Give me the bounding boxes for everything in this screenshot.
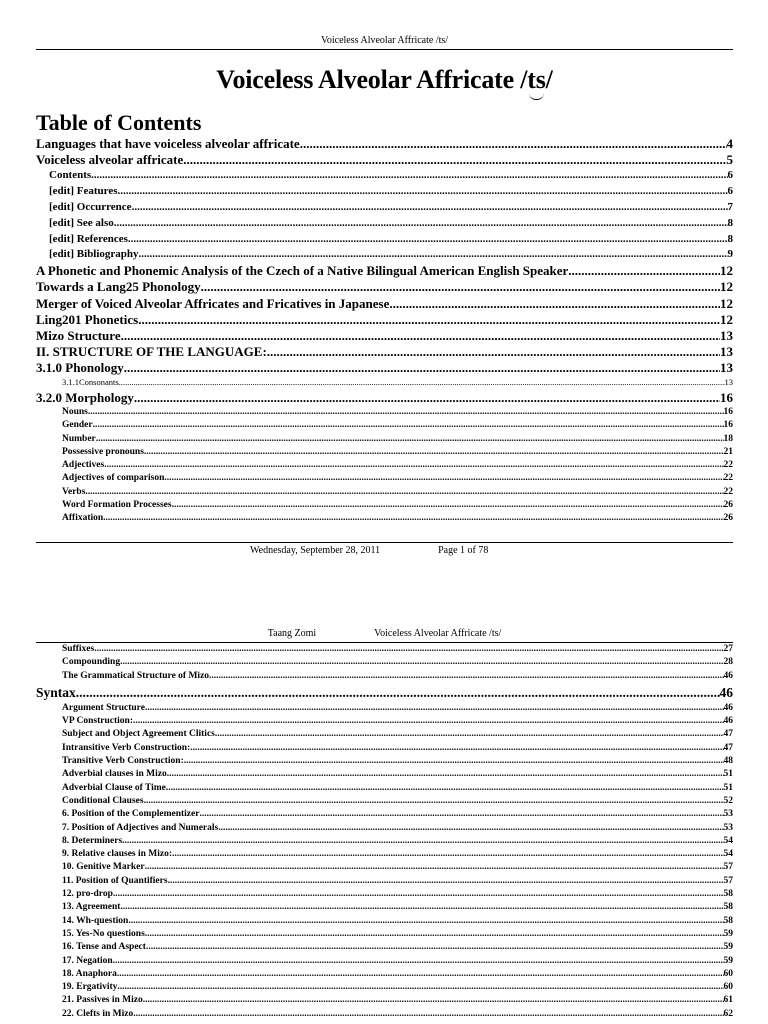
title-suffix: / — [545, 65, 553, 94]
toc-entry-title: Verbs — [62, 486, 86, 497]
toc-entry-page: 13 — [720, 360, 733, 376]
toc-heading: Table of Contents — [36, 110, 202, 135]
toc-entry[interactable] — [36, 279, 733, 295]
toc-entry-title: 12. pro-drop — [62, 889, 113, 900]
toc-entry[interactable] — [36, 643, 733, 656]
toc-entry-title: Possessive pronouns — [62, 446, 144, 457]
title-tie-bar-letters: ts — [527, 65, 546, 94]
toc-entry[interactable] — [36, 459, 733, 472]
toc-leader — [120, 656, 723, 669]
toc-leader — [114, 216, 728, 231]
toc-entry[interactable] — [36, 419, 733, 432]
toc-entry-title: [edit] Bibliography — [49, 248, 139, 261]
running-header-page-2 — [36, 628, 733, 643]
toc-entry[interactable] — [36, 168, 733, 184]
toc-entry-title: Suffixes — [62, 644, 95, 654]
toc-leader — [94, 643, 723, 656]
toc-entry[interactable] — [36, 670, 733, 683]
toc-leader — [121, 328, 720, 344]
toc-entry[interactable] — [36, 360, 733, 376]
toc-leader — [134, 390, 720, 406]
toc-entry[interactable] — [36, 486, 733, 499]
toc-entry[interactable] — [36, 835, 733, 848]
toc-entry-page: 28 — [723, 657, 733, 668]
toc-leader — [120, 901, 723, 914]
toc-entry-page: 22 — [723, 473, 733, 484]
toc-entry[interactable] — [36, 875, 733, 888]
toc-entry-title: Gender — [62, 420, 93, 431]
toc-entry-title: Mizo Structure — [36, 327, 121, 343]
toc-entry[interactable] — [36, 981, 733, 994]
toc-entry-page: 59 — [723, 942, 733, 953]
toc-leader — [145, 861, 724, 874]
toc-entry[interactable] — [36, 994, 733, 1007]
toc-entry-title: 13. Agreement — [62, 902, 121, 913]
toc-entry-title: Intransitive Verb Construction: — [62, 742, 191, 753]
toc-entry-page: 12 — [720, 311, 733, 327]
toc-entry[interactable] — [36, 822, 733, 835]
toc-leader — [167, 768, 724, 781]
toc-entry-page: 16 — [723, 406, 733, 417]
toc-entry-title: Towards a Lang25 Phonology — [36, 279, 201, 295]
toc-entry-page: 58 — [723, 915, 733, 926]
toc-entry[interactable] — [36, 808, 733, 821]
toc-entry-page: 48 — [723, 756, 733, 767]
toc-entry[interactable] — [36, 232, 733, 248]
toc-entry-title: Voiceless alveolar affricate — [36, 152, 184, 168]
toc-leader — [88, 406, 724, 419]
toc-entry-title: II. STRUCTURE OF THE LANGUAGE: — [36, 344, 267, 360]
toc-leader — [172, 848, 723, 861]
toc-entry[interactable] — [36, 152, 733, 168]
toc-entry-title: 6. Position of the Complementizer — [62, 809, 200, 820]
toc-entry-page: 57 — [723, 862, 733, 873]
toc-leader — [76, 683, 720, 702]
page-footer — [250, 545, 488, 557]
toc-leader — [93, 419, 724, 432]
toc-entry[interactable] — [36, 499, 733, 512]
toc-entry-page: 12 — [720, 279, 733, 295]
toc-entry[interactable] — [36, 328, 733, 344]
toc-entry-title: Argument Structure — [62, 702, 145, 713]
footer-date: Wednesday, September 28, 2011 — [250, 545, 381, 556]
toc-leader — [143, 994, 724, 1007]
toc-leader — [144, 795, 724, 808]
toc-entry-title: Subject and Object Agreement Clitics — [62, 729, 215, 740]
toc-leader — [145, 928, 724, 941]
toc-entry[interactable] — [36, 795, 733, 808]
footer-page-number: Page 1 of 78 — [438, 545, 489, 556]
toc-entry-page: 62 — [723, 1008, 733, 1019]
toc-entry-title: 10. Genitive Marker — [62, 862, 145, 873]
toc-entry[interactable] — [36, 184, 733, 200]
toc-entry[interactable] — [36, 312, 733, 328]
toc-entry-page: 12 — [720, 263, 733, 279]
toc-leader — [128, 915, 723, 928]
toc-entry-page: 47 — [723, 729, 733, 740]
toc-entry[interactable] — [36, 263, 733, 279]
toc-entry-page: 59 — [723, 955, 733, 966]
toc-entry-page: 52 — [723, 795, 733, 806]
toc-entry-title: 14. Wh-question — [62, 915, 129, 926]
toc-leader — [172, 499, 724, 512]
running-header-author: Taang Zomi — [267, 628, 317, 639]
toc-entry-title: Adjectives of comparison — [62, 473, 165, 484]
toc-leader — [113, 888, 724, 901]
toc-entry[interactable] — [36, 247, 733, 263]
toc-entry-page: 13 — [720, 327, 733, 343]
table-of-contents-continued — [36, 643, 733, 1021]
toc-entry-title: Word Formation Processes — [62, 500, 172, 511]
toc-entry-page: 46 — [723, 702, 733, 713]
toc-entry[interactable] — [36, 1008, 733, 1021]
toc-entry-title: 19. Ergativity — [62, 982, 118, 993]
toc-entry[interactable] — [36, 888, 733, 901]
toc-entry-title: 3.2.0 Morphology — [36, 389, 134, 405]
toc-entry-page: 16 — [723, 420, 733, 431]
toc-leader — [267, 344, 720, 360]
toc-entry-title: Adjectives — [62, 460, 105, 471]
toc-entry-title: Number — [62, 433, 96, 444]
toc-entry-title: 11. Position of Quantifiers — [62, 875, 168, 886]
toc-leader — [568, 263, 720, 279]
toc-leader — [124, 360, 720, 376]
toc-entry-title: Contents — [49, 169, 92, 182]
toc-entry-page: 16 — [720, 389, 733, 405]
toc-entry-page: 13 — [720, 344, 733, 360]
toc-entry[interactable] — [36, 136, 733, 152]
toc-entry-page: 60 — [723, 968, 733, 979]
toc-entry-page: 8 — [727, 216, 733, 229]
toc-entry-title: [edit] References — [49, 232, 128, 245]
toc-leader — [117, 981, 723, 994]
toc-entry-page: 26 — [723, 513, 733, 524]
toc-entry[interactable] — [36, 728, 733, 741]
toc-entry-title: Nouns — [62, 406, 88, 417]
toc-entry-title: The Grammatical Structure of Mizo — [62, 670, 210, 681]
toc-leader — [168, 875, 724, 888]
toc-entry-title: Languages that have voiceless alveolar affricate — [36, 136, 300, 151]
toc-leader — [201, 279, 720, 295]
toc-entry[interactable] — [36, 512, 733, 525]
toc-entry-page: 53 — [723, 809, 733, 820]
toc-leader — [104, 459, 723, 472]
toc-entry-page: 47 — [723, 742, 733, 753]
toc-entry-page: 51 — [723, 782, 733, 793]
toc-entry[interactable] — [36, 742, 733, 755]
toc-entry-title: 7. Position of Adjectives and Numerals — [62, 822, 219, 833]
toc-leader — [209, 670, 723, 683]
toc-entry-page: 57 — [723, 875, 733, 886]
toc-entry-page: 18 — [723, 433, 733, 444]
toc-leader — [183, 152, 726, 168]
toc-leader — [146, 941, 724, 954]
toc-entry[interactable] — [36, 472, 733, 485]
toc-entry-title: 3.1.0 Phonology — [36, 360, 124, 376]
toc-entry-page: 6 — [727, 185, 733, 198]
toc-entry-page: 13 — [724, 377, 733, 388]
toc-entry-title: Ling201 Phonetics — [36, 311, 139, 327]
toc-entry-page: 26 — [723, 500, 733, 511]
toc-entry-title: 21. Passives in Mizo — [62, 995, 143, 1006]
toc-leader — [133, 1008, 723, 1021]
toc-entry-page: 8 — [727, 232, 733, 245]
toc-leader — [118, 184, 728, 199]
toc-entry[interactable] — [36, 702, 733, 715]
toc-leader — [128, 232, 728, 247]
toc-entry-page: 54 — [723, 835, 733, 846]
toc-entry-page: 58 — [723, 889, 733, 900]
footer-divider — [36, 542, 733, 543]
toc-leader — [122, 835, 723, 848]
toc-entry-title: VP Construction: — [62, 716, 133, 727]
toc-entry-page: 59 — [723, 928, 733, 939]
toc-entry[interactable] — [36, 656, 733, 669]
toc-entry-title: 3.1.1Consonants — [62, 377, 119, 388]
toc-leader — [166, 782, 724, 795]
toc-entry[interactable] — [36, 433, 733, 446]
toc-entry-page: 60 — [723, 982, 733, 993]
toc-entry-title: 15. Yes-No questions — [62, 928, 145, 939]
toc-entry-page: 5 — [726, 152, 733, 168]
toc-leader — [113, 955, 724, 968]
toc-entry-page: 46 — [723, 670, 733, 681]
toc-leader — [117, 968, 724, 981]
document-title — [36, 64, 733, 96]
toc-entry[interactable] — [36, 446, 733, 459]
toc-entry-page: 22 — [723, 460, 733, 471]
running-header-title: Voiceless Alveolar Affricate /ts/ — [374, 628, 502, 639]
toc-entry[interactable] — [36, 928, 733, 941]
toc-entry-page: 4 — [726, 136, 733, 151]
toc-leader — [133, 715, 724, 728]
toc-leader — [218, 822, 723, 835]
toc-leader — [164, 472, 723, 485]
toc-entry-page: 58 — [723, 902, 733, 913]
toc-entry-title: A Phonetic and Phonemic Analysis of the Czech of a Native Bilingual American English Speaker — [36, 263, 569, 279]
toc-entry[interactable] — [36, 715, 733, 728]
toc-entry[interactable] — [36, 782, 733, 795]
running-header: Voiceless Alveolar Affricate /ts/ — [36, 35, 733, 50]
toc-entry-title: 8. Determiners — [62, 835, 123, 846]
toc-entry[interactable] — [36, 915, 733, 928]
toc-leader — [144, 446, 724, 459]
toc-leader — [96, 433, 724, 446]
toc-entry[interactable] — [36, 296, 733, 312]
toc-entry-title: 18. Anaphora — [62, 968, 117, 979]
toc-entry-page: 46 — [723, 716, 733, 727]
toc-entry-title: Syntax — [36, 684, 76, 700]
toc-leader — [139, 247, 728, 262]
toc-leader — [91, 168, 727, 183]
toc-entry-title: 22. Clefts in Mizo — [62, 1008, 134, 1019]
toc-entry-title: Merger of Voiced Alveolar Affricates and Fricatives in Japanese — [36, 295, 390, 311]
toc-entry-title: 17. Negation — [62, 955, 113, 966]
toc-entry-title: [edit] Features — [49, 185, 118, 198]
toc-leader — [199, 808, 723, 821]
toc-leader — [389, 296, 720, 312]
toc-entry-page: 54 — [723, 849, 733, 860]
toc-entry[interactable] — [36, 683, 733, 702]
toc-entry[interactable] — [36, 216, 733, 232]
toc-entry-page: 46 — [719, 684, 733, 700]
toc-entry[interactable] — [36, 955, 733, 968]
table-of-contents — [36, 136, 733, 526]
toc-entry[interactable] — [36, 344, 733, 360]
toc-entry-title: Compounding — [62, 657, 121, 668]
toc-entry-title: Transitive Verb Construction: — [62, 756, 184, 767]
toc-leader — [85, 486, 723, 499]
toc-entry-page: 6 — [727, 169, 733, 182]
toc-entry-page: 21 — [723, 446, 733, 457]
toc-leader — [132, 200, 728, 215]
toc-entry[interactable] — [36, 861, 733, 874]
toc-entry[interactable] — [36, 848, 733, 861]
toc-entry-page: 22 — [723, 486, 733, 497]
toc-entry[interactable] — [36, 406, 733, 419]
title-prefix: Voiceless Alveolar Affricate / — [216, 65, 528, 94]
toc-entry-title: Conditional Clauses — [62, 795, 144, 806]
toc-entry[interactable] — [36, 941, 733, 954]
toc-entry[interactable] — [36, 755, 733, 768]
toc-leader — [103, 512, 723, 525]
toc-entry[interactable] — [36, 768, 733, 781]
toc-entry-page: 27 — [723, 644, 733, 654]
toc-entry-title: 9. Relative clauses in Mizo: — [62, 849, 173, 860]
toc-entry-title: 16. Tense and Aspect — [62, 942, 146, 953]
toc-entry-page: 7 — [727, 200, 733, 213]
toc-leader — [145, 702, 724, 715]
toc-entry[interactable] — [36, 376, 733, 389]
toc-entry[interactable] — [36, 200, 733, 216]
toc-entry[interactable] — [36, 968, 733, 981]
toc-entry[interactable] — [36, 901, 733, 914]
toc-leader — [190, 742, 723, 755]
toc-entry-title: Adverbial Clause of Time — [62, 782, 166, 793]
toc-leader — [215, 728, 724, 741]
toc-entry-title: [edit] Occurrence — [49, 200, 132, 213]
toc-entry-page: 53 — [723, 822, 733, 833]
toc-leader — [138, 312, 720, 328]
toc-entry-title: [edit] See also — [49, 216, 114, 229]
toc-leader — [184, 755, 724, 768]
toc-entry-title: Affixation — [62, 513, 104, 524]
toc-entry-page: 9 — [727, 248, 733, 261]
toc-leader — [119, 376, 725, 389]
toc-entry-page: 51 — [723, 769, 733, 780]
toc-entry-title: Adverbial clauses in Mizo — [62, 769, 167, 780]
toc-leader — [300, 136, 727, 152]
toc-entry-page: 12 — [720, 295, 733, 311]
toc-entry-page: 61 — [723, 995, 733, 1006]
toc-entry[interactable] — [36, 390, 733, 406]
